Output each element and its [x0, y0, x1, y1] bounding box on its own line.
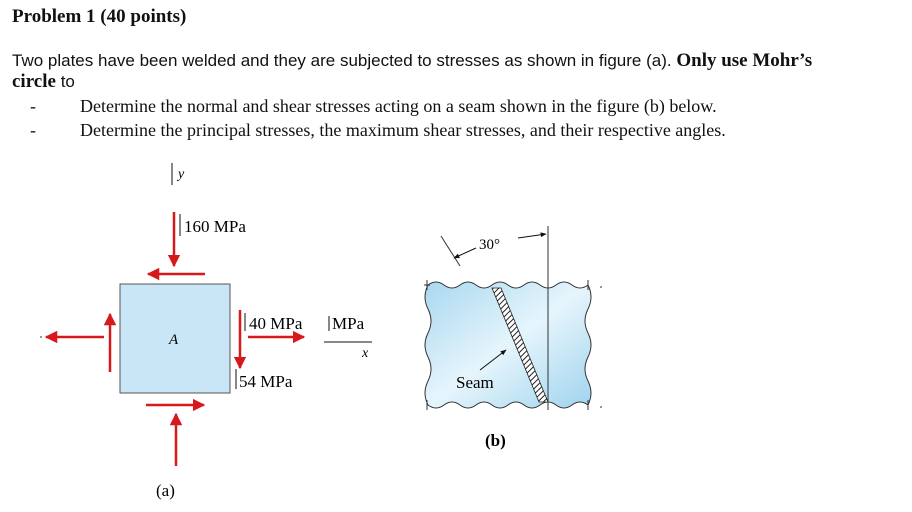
element-label: A: [169, 332, 179, 348]
angle-arrow-right: [518, 234, 546, 238]
figure-a-caption: (a): [156, 481, 175, 500]
bullet-dash: -: [30, 120, 36, 140]
bullet-dash: -: [30, 96, 36, 116]
x-axis-label: x: [362, 346, 369, 361]
intro-emphasis-circle: circle: [12, 71, 56, 92]
intro-text: Two plates have been welded and they are subjected to stresses as shown in figure (a).: [12, 51, 672, 70]
figure-b: [424, 226, 602, 450]
intro-emphasis: Only use Mohr’s: [676, 50, 813, 71]
figure-a: [40, 163, 372, 500]
intro-tail: to: [60, 72, 75, 91]
stress-top-label: 160 MPa: [184, 217, 246, 236]
bullet-text: Determine the normal and shear stresses acting on a seam shown in the figure (b) below.: [80, 96, 717, 116]
y-axis-label: y: [178, 167, 185, 182]
welded-plate: [425, 282, 591, 408]
stress-shear-label: 54 MPa: [239, 372, 293, 391]
figure-b-caption: (b): [485, 431, 506, 450]
seam-extension-line: [441, 236, 460, 266]
stress-right-partial-label: MPa: [332, 314, 365, 333]
angle-label: 30°: [479, 237, 500, 253]
problem-title: Problem 1 (40 points): [12, 6, 187, 27]
seam-label: Seam: [456, 373, 494, 392]
stress-right-label: 40 MPa: [249, 314, 303, 333]
bullet-text: Determine the principal stresses, the maximum shear stresses, and their respective angles.: [80, 120, 726, 140]
angle-arrow-left: [454, 248, 476, 258]
